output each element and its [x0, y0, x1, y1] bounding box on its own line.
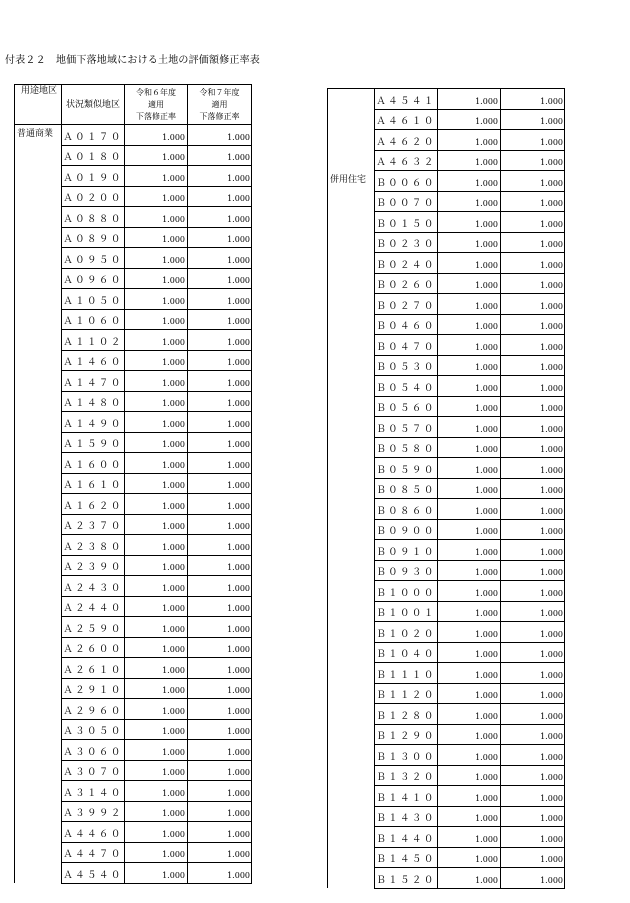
- r6-rate-cell: 1.000: [438, 130, 501, 151]
- zone-cell: Ｂ０２４０: [375, 253, 438, 274]
- zone-cell: Ａ１０６０: [62, 309, 125, 330]
- zone-cell: Ａ４６３２: [375, 150, 438, 171]
- zone-cell: Ａ３０５０: [62, 719, 125, 740]
- zone-cell: Ａ１０５０: [62, 289, 125, 310]
- r6-rate-cell: 1.000: [438, 376, 501, 397]
- r6-rate-cell: 1.000: [125, 699, 188, 720]
- zone-cell: Ｂ１２９０: [375, 724, 438, 745]
- right-table: [327, 88, 565, 889]
- r7-rate-cell: 1.000: [188, 678, 252, 699]
- r7-rate-cell: 1.000: [501, 335, 565, 356]
- r7-rate-cell: 1.000: [188, 186, 252, 207]
- r7-rate-cell: 1.000: [188, 125, 252, 146]
- r6-rate-cell: 1.000: [438, 478, 501, 499]
- r6-rate-cell: 1.000: [125, 268, 188, 289]
- r6-rate-cell: 1.000: [438, 417, 501, 438]
- r7-rate-cell: 1.000: [501, 171, 565, 192]
- zone-cell: Ａ１６２０: [62, 494, 125, 515]
- r6-rate-cell: 1.000: [438, 314, 501, 335]
- zone-cell: Ａ２４３０: [62, 576, 125, 597]
- r7-rate-cell: 1.000: [501, 478, 565, 499]
- zone-cell: Ａ０９６０: [62, 268, 125, 289]
- zone-cell: Ａ２６１０: [62, 658, 125, 679]
- zone-cell: Ｂ０５４０: [375, 376, 438, 397]
- r7-rate-cell: 1.000: [188, 145, 252, 166]
- left-table: [14, 84, 252, 884]
- r6-rate-cell: 1.000: [438, 519, 501, 540]
- r6-rate-cell: 1.000: [438, 581, 501, 602]
- r6-rate-cell: 1.000: [125, 535, 188, 556]
- zone-cell: Ａ１６００: [62, 453, 125, 474]
- zone-cell: Ａ０８９０: [62, 227, 125, 248]
- zone-cell: Ｂ１４１０: [375, 786, 438, 807]
- r6-rate-cell: 1.000: [125, 863, 188, 884]
- r7-rate-cell: 1.000: [501, 642, 565, 663]
- r6-rate-cell: 1.000: [125, 494, 188, 515]
- zone-cell: Ａ４６１０: [375, 109, 438, 130]
- zone-cell: Ｂ１４４０: [375, 827, 438, 848]
- zone-cell: Ｂ０９００: [375, 519, 438, 540]
- r7-rate-cell: 1.000: [501, 376, 565, 397]
- r6-rate-cell: 1.000: [125, 842, 188, 863]
- r6-rate-cell: 1.000: [125, 514, 188, 535]
- r6-rate-cell: 1.000: [438, 765, 501, 786]
- r6-rate-cell: 1.000: [438, 560, 501, 581]
- r6-rate-cell: 1.000: [438, 601, 501, 622]
- table-row: [15, 125, 252, 146]
- zone-cell: Ａ１４６０: [62, 350, 125, 371]
- r6-rate-cell: 1.000: [125, 555, 188, 576]
- r7-rate-cell: 1.000: [501, 130, 565, 151]
- r6-rate-cell: 1.000: [125, 145, 188, 166]
- r6-rate-cell: 1.000: [125, 166, 188, 187]
- r7-rate-cell: 1.000: [501, 458, 565, 479]
- zone-cell: Ｂ１１２０: [375, 683, 438, 704]
- r6-rate-cell: 1.000: [125, 391, 188, 412]
- r6-rate-cell: 1.000: [125, 658, 188, 679]
- r6-rate-cell: 1.000: [125, 576, 188, 597]
- zone-cell: Ａ４５４０: [62, 863, 125, 884]
- r7-rate-cell: 1.000: [188, 514, 252, 535]
- r6-rate-cell: 1.000: [125, 617, 188, 638]
- zone-cell: Ｂ００６０: [375, 171, 438, 192]
- zone-cell: Ｂ１００１: [375, 601, 438, 622]
- table-header-row: [15, 85, 252, 125]
- r7-rate-cell: 1.000: [501, 765, 565, 786]
- header-district: 用途地区: [15, 85, 62, 125]
- r6-rate-cell: 1.000: [438, 458, 501, 479]
- r6-rate-cell: 1.000: [438, 89, 501, 110]
- zone-cell: Ａ１１０２: [62, 330, 125, 351]
- r7-rate-cell: 1.000: [501, 704, 565, 725]
- r7-rate-cell: 1.000: [188, 207, 252, 228]
- r7-rate-cell: 1.000: [501, 294, 565, 315]
- r7-rate-cell: 1.000: [188, 248, 252, 269]
- zone-cell: Ｂ１０００: [375, 581, 438, 602]
- r7-rate-cell: 1.000: [501, 253, 565, 274]
- r6-rate-cell: 1.000: [125, 473, 188, 494]
- r6-rate-cell: 1.000: [438, 724, 501, 745]
- r6-rate-cell: 1.000: [438, 622, 501, 643]
- r6-rate-cell: 1.000: [125, 596, 188, 617]
- r6-rate-cell: 1.000: [125, 125, 188, 146]
- r6-rate-cell: 1.000: [438, 150, 501, 171]
- r7-rate-cell: 1.000: [188, 473, 252, 494]
- r7-rate-cell: 1.000: [501, 622, 565, 643]
- district-cell: [328, 89, 375, 171]
- r6-rate-cell: 1.000: [125, 801, 188, 822]
- r7-rate-cell: 1.000: [188, 391, 252, 412]
- zone-cell: Ｂ０９１０: [375, 540, 438, 561]
- r7-rate-cell: 1.000: [188, 617, 252, 638]
- r6-rate-cell: 1.000: [125, 678, 188, 699]
- zone-cell: Ａ３１４０: [62, 781, 125, 802]
- r7-rate-cell: 1.000: [188, 166, 252, 187]
- r7-rate-cell: 1.000: [501, 827, 565, 848]
- r6-rate-cell: 1.000: [125, 371, 188, 392]
- zone-cell: Ａ３０６０: [62, 740, 125, 761]
- r7-rate-cell: 1.000: [188, 596, 252, 617]
- district-cell: 併用住宅: [328, 171, 375, 889]
- r6-rate-cell: 1.000: [125, 453, 188, 474]
- zone-cell: Ｂ１０４０: [375, 642, 438, 663]
- r7-rate-cell: 1.000: [188, 309, 252, 330]
- r6-rate-cell: 1.000: [125, 330, 188, 351]
- r7-rate-cell: 1.000: [188, 350, 252, 371]
- r7-rate-cell: 1.000: [501, 109, 565, 130]
- zone-cell: Ｂ０５６０: [375, 396, 438, 417]
- r7-rate-cell: 1.000: [501, 396, 565, 417]
- r6-rate-cell: 1.000: [125, 309, 188, 330]
- r6-rate-cell: 1.000: [125, 186, 188, 207]
- zone-cell: Ｂ０５７０: [375, 417, 438, 438]
- zone-cell: Ａ４５４１: [375, 89, 438, 110]
- r7-rate-cell: 1.000: [501, 232, 565, 253]
- r7-rate-cell: 1.000: [501, 581, 565, 602]
- r7-rate-cell: 1.000: [188, 289, 252, 310]
- r7-rate-cell: 1.000: [501, 273, 565, 294]
- zone-cell: Ａ０２００: [62, 186, 125, 207]
- r6-rate-cell: 1.000: [438, 683, 501, 704]
- r6-rate-cell: 1.000: [125, 350, 188, 371]
- zone-cell: Ｂ０９３０: [375, 560, 438, 581]
- zone-cell: Ａ０１８０: [62, 145, 125, 166]
- r7-rate-cell: 1.000: [501, 314, 565, 335]
- r7-rate-cell: 1.000: [188, 842, 252, 863]
- r7-rate-cell: 1.000: [501, 663, 565, 684]
- zone-cell: Ｂ０８６０: [375, 499, 438, 520]
- zone-cell: Ａ２３９０: [62, 555, 125, 576]
- right-table-body: [328, 89, 565, 889]
- zone-cell: Ｂ１４３０: [375, 806, 438, 827]
- zone-cell: Ｂ０２７０: [375, 294, 438, 315]
- page-title: 付表２２ 地価下落地域における土地の評価額修正率表: [5, 55, 260, 66]
- r6-rate-cell: 1.000: [438, 171, 501, 192]
- r6-rate-cell: 1.000: [125, 432, 188, 453]
- r7-rate-cell: 1.000: [188, 781, 252, 802]
- r7-rate-cell: 1.000: [501, 847, 565, 868]
- zone-cell: Ｂ００７０: [375, 191, 438, 212]
- district-cell: 普通商業: [15, 125, 62, 884]
- r7-rate-cell: 1.000: [501, 355, 565, 376]
- r7-rate-cell: 1.000: [501, 683, 565, 704]
- zone-cell: Ａ０１７０: [62, 125, 125, 146]
- r7-rate-cell: 1.000: [188, 371, 252, 392]
- header-r7: 令和７年度 適用 下落修正率: [188, 85, 252, 125]
- zone-cell: Ａ２５９０: [62, 617, 125, 638]
- zone-cell: Ａ０９５０: [62, 248, 125, 269]
- zone-cell: Ｂ０１５０: [375, 212, 438, 233]
- zone-cell: Ａ２３７０: [62, 514, 125, 535]
- r7-rate-cell: 1.000: [188, 740, 252, 761]
- zone-cell: Ａ１４７０: [62, 371, 125, 392]
- left-table-body: [15, 125, 252, 884]
- r6-rate-cell: 1.000: [438, 806, 501, 827]
- r6-rate-cell: 1.000: [438, 868, 501, 889]
- r6-rate-cell: 1.000: [125, 412, 188, 433]
- zone-cell: Ａ２９１０: [62, 678, 125, 699]
- r6-rate-cell: 1.000: [125, 719, 188, 740]
- r7-rate-cell: 1.000: [188, 822, 252, 843]
- zone-cell: Ａ１５９０: [62, 432, 125, 453]
- r6-rate-cell: 1.000: [438, 335, 501, 356]
- r7-rate-cell: 1.000: [188, 330, 252, 351]
- r6-rate-cell: 1.000: [438, 499, 501, 520]
- r7-rate-cell: 1.000: [188, 576, 252, 597]
- zone-cell: Ａ１４９０: [62, 412, 125, 433]
- r7-rate-cell: 1.000: [501, 499, 565, 520]
- r6-rate-cell: 1.000: [125, 637, 188, 658]
- r7-rate-cell: 1.000: [501, 560, 565, 581]
- r7-rate-cell: 1.000: [188, 555, 252, 576]
- zone-cell: Ａ２９６０: [62, 699, 125, 720]
- r7-rate-cell: 1.000: [188, 535, 252, 556]
- zone-cell: Ｂ０５８０: [375, 437, 438, 458]
- r6-rate-cell: 1.000: [438, 212, 501, 233]
- zone-cell: Ｂ０８５０: [375, 478, 438, 499]
- zone-cell: Ａ０１９０: [62, 166, 125, 187]
- r6-rate-cell: 1.000: [125, 760, 188, 781]
- r6-rate-cell: 1.000: [438, 294, 501, 315]
- zone-cell: Ｂ０２６０: [375, 273, 438, 294]
- r7-rate-cell: 1.000: [501, 519, 565, 540]
- zone-cell: Ｂ０４６０: [375, 314, 438, 335]
- r6-rate-cell: 1.000: [438, 355, 501, 376]
- zone-cell: Ａ１４８０: [62, 391, 125, 412]
- r7-rate-cell: 1.000: [501, 540, 565, 561]
- r7-rate-cell: 1.000: [188, 637, 252, 658]
- zone-cell: Ａ２３８０: [62, 535, 125, 556]
- r6-rate-cell: 1.000: [438, 253, 501, 274]
- r7-rate-cell: 1.000: [188, 227, 252, 248]
- r7-rate-cell: 1.000: [501, 601, 565, 622]
- r6-rate-cell: 1.000: [438, 437, 501, 458]
- r7-rate-cell: 1.000: [188, 453, 252, 474]
- zone-cell: Ａ２６００: [62, 637, 125, 658]
- r6-rate-cell: 1.000: [438, 232, 501, 253]
- r7-rate-cell: 1.000: [188, 863, 252, 884]
- r6-rate-cell: 1.000: [125, 740, 188, 761]
- zone-cell: Ａ３０７０: [62, 760, 125, 781]
- zone-cell: Ｂ０２３０: [375, 232, 438, 253]
- zone-cell: Ｂ０４７０: [375, 335, 438, 356]
- r6-rate-cell: 1.000: [125, 248, 188, 269]
- r7-rate-cell: 1.000: [188, 719, 252, 740]
- r7-rate-cell: 1.000: [188, 801, 252, 822]
- r6-rate-cell: 1.000: [438, 827, 501, 848]
- zone-cell: Ｂ０５９０: [375, 458, 438, 479]
- r7-rate-cell: 1.000: [501, 150, 565, 171]
- zone-cell: Ａ４４６０: [62, 822, 125, 843]
- r6-rate-cell: 1.000: [125, 781, 188, 802]
- zone-cell: Ａ３９９２: [62, 801, 125, 822]
- r6-rate-cell: 1.000: [438, 109, 501, 130]
- r7-rate-cell: 1.000: [501, 417, 565, 438]
- r6-rate-cell: 1.000: [438, 704, 501, 725]
- r6-rate-cell: 1.000: [438, 273, 501, 294]
- zone-cell: Ａ２４４０: [62, 596, 125, 617]
- r7-rate-cell: 1.000: [188, 494, 252, 515]
- zone-cell: Ａ４４７０: [62, 842, 125, 863]
- r6-rate-cell: 1.000: [438, 191, 501, 212]
- r7-rate-cell: 1.000: [501, 745, 565, 766]
- r6-rate-cell: 1.000: [438, 540, 501, 561]
- r7-rate-cell: 1.000: [501, 89, 565, 110]
- r7-rate-cell: 1.000: [188, 658, 252, 679]
- zone-cell: Ｂ１４５０: [375, 847, 438, 868]
- r6-rate-cell: 1.000: [438, 847, 501, 868]
- r6-rate-cell: 1.000: [125, 289, 188, 310]
- r7-rate-cell: 1.000: [501, 806, 565, 827]
- r6-rate-cell: 1.000: [125, 227, 188, 248]
- zone-cell: Ａ０８８０: [62, 207, 125, 228]
- r6-rate-cell: 1.000: [438, 663, 501, 684]
- r7-rate-cell: 1.000: [188, 432, 252, 453]
- zone-cell: Ｂ１３００: [375, 745, 438, 766]
- r6-rate-cell: 1.000: [438, 396, 501, 417]
- r7-rate-cell: 1.000: [501, 724, 565, 745]
- zone-cell: Ａ４６２０: [375, 130, 438, 151]
- zone-cell: Ｂ１１１０: [375, 663, 438, 684]
- r7-rate-cell: 1.000: [501, 437, 565, 458]
- header-r6: 令和６年度 適用 下落修正率: [125, 85, 188, 125]
- r7-rate-cell: 1.000: [501, 868, 565, 889]
- r7-rate-cell: 1.000: [501, 191, 565, 212]
- table-row: [328, 89, 565, 110]
- zone-cell: Ｂ１０２０: [375, 622, 438, 643]
- r6-rate-cell: 1.000: [125, 822, 188, 843]
- zone-cell: Ｂ１５２０: [375, 868, 438, 889]
- r7-rate-cell: 1.000: [188, 268, 252, 289]
- table-row: [328, 171, 565, 192]
- r6-rate-cell: 1.000: [438, 642, 501, 663]
- zone-cell: Ｂ１２８０: [375, 704, 438, 725]
- zone-cell: Ａ１６１０: [62, 473, 125, 494]
- zone-cell: Ｂ０５３０: [375, 355, 438, 376]
- r7-rate-cell: 1.000: [188, 412, 252, 433]
- r6-rate-cell: 1.000: [438, 786, 501, 807]
- r7-rate-cell: 1.000: [188, 760, 252, 781]
- r6-rate-cell: 1.000: [125, 207, 188, 228]
- zone-cell: Ｂ１３２０: [375, 765, 438, 786]
- r7-rate-cell: 1.000: [501, 212, 565, 233]
- r7-rate-cell: 1.000: [501, 786, 565, 807]
- r7-rate-cell: 1.000: [188, 699, 252, 720]
- r6-rate-cell: 1.000: [438, 745, 501, 766]
- header-zone: 状況類似地区: [62, 85, 125, 125]
